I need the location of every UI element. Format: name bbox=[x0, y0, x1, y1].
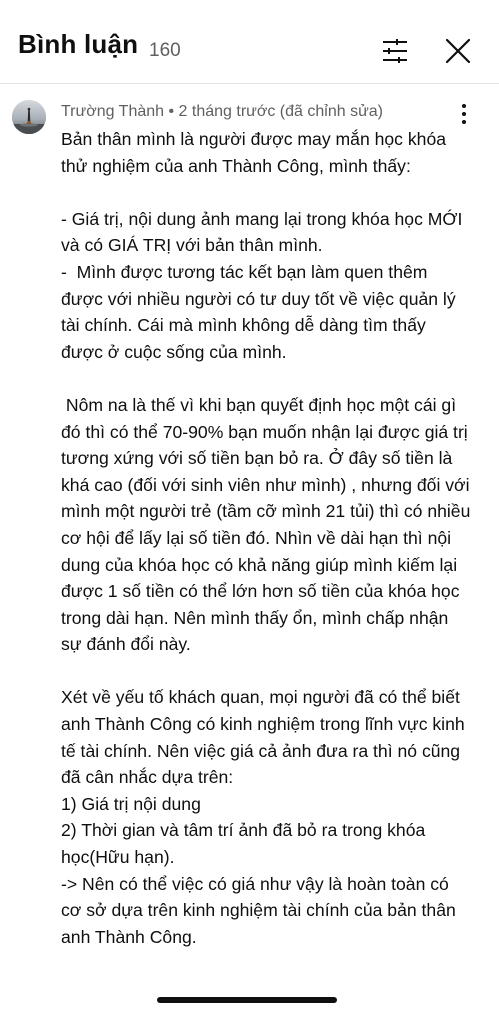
close-button[interactable] bbox=[444, 37, 472, 65]
comments-header bbox=[0, 0, 499, 84]
meta-separator: • bbox=[168, 103, 175, 120]
filter-sliders-icon bbox=[381, 38, 409, 64]
home-indicator[interactable] bbox=[157, 997, 337, 1003]
page-title: Bình luận bbox=[18, 29, 139, 59]
comment-action-menu-button[interactable] bbox=[452, 102, 476, 126]
filter-button[interactable] bbox=[381, 38, 409, 64]
comment-time[interactable]: 2 tháng trước (đã chỉnh sửa) bbox=[178, 103, 383, 120]
comment-count: 160 bbox=[149, 40, 181, 61]
avatar-image bbox=[12, 100, 46, 134]
comment-meta bbox=[61, 103, 383, 121]
comment-text: Bản thân mình là người được may mắn học khóa thử nghiệm của anh Thành Công, mình thấy: - Giá trị, nội dung ảnh mang lại trong khóa học MỚI và có GIÁ TRỊ với bản thân mình. - Mình được tương tác kết bạn làm quen thêm được với nhiều người có tư duy tốt về việc quản lý tài chính. Cái mà mình không dễ dàng tìm thấy được ở cuộc sống của mình. Nôm na là thế vì khi bạn quyết định học một cái gì đó thì có thể 70-90% bạn muốn nhận lại được giá trị tương xứng với số tiền bạn bỏ ra. Ở đây số tiền là khá cao (đối với sinh viên như mình) , nhưng đối với mình một người trẻ (tầm cỡ mình 21 tủi) thì có nhiều cơ hội để lấy lại số tiền đó. Nhìn về dài hạn thì nội dung của khóa học có khả năng giúp mình kiếm lại được 1 số tiền có thể lớn hơn số tiền của khóa học trong dài hạn. Nên mình thấy ổn, mình chấp nhận sự đánh đổi này. Xét về yếu tố khách quan, mọi người đã có thể biết anh Thành Công có kinh nghiệm trong lĩnh vực kinh tế tài chính. Nên việc giá cả ảnh đưa ra thì nó cũng đã cân nhắc dựa trên: 1) Giá trị nội dung 2) Thời gian và tâm trí ảnh đã bỏ ra trong khóa học(Hữu hạn). -> Nên có thể việc có giá như vậy là hoàn toàn có cơ sở dựa trên kinh nghiệm tài chính của bản thân anh Thành Công. bbox=[61, 129, 471, 947]
close-icon bbox=[444, 37, 472, 65]
comment-author[interactable]: Trường Thành bbox=[61, 103, 165, 120]
avatar[interactable] bbox=[12, 100, 46, 134]
comment-item bbox=[0, 84, 499, 1024]
more-vertical-icon bbox=[452, 102, 476, 126]
